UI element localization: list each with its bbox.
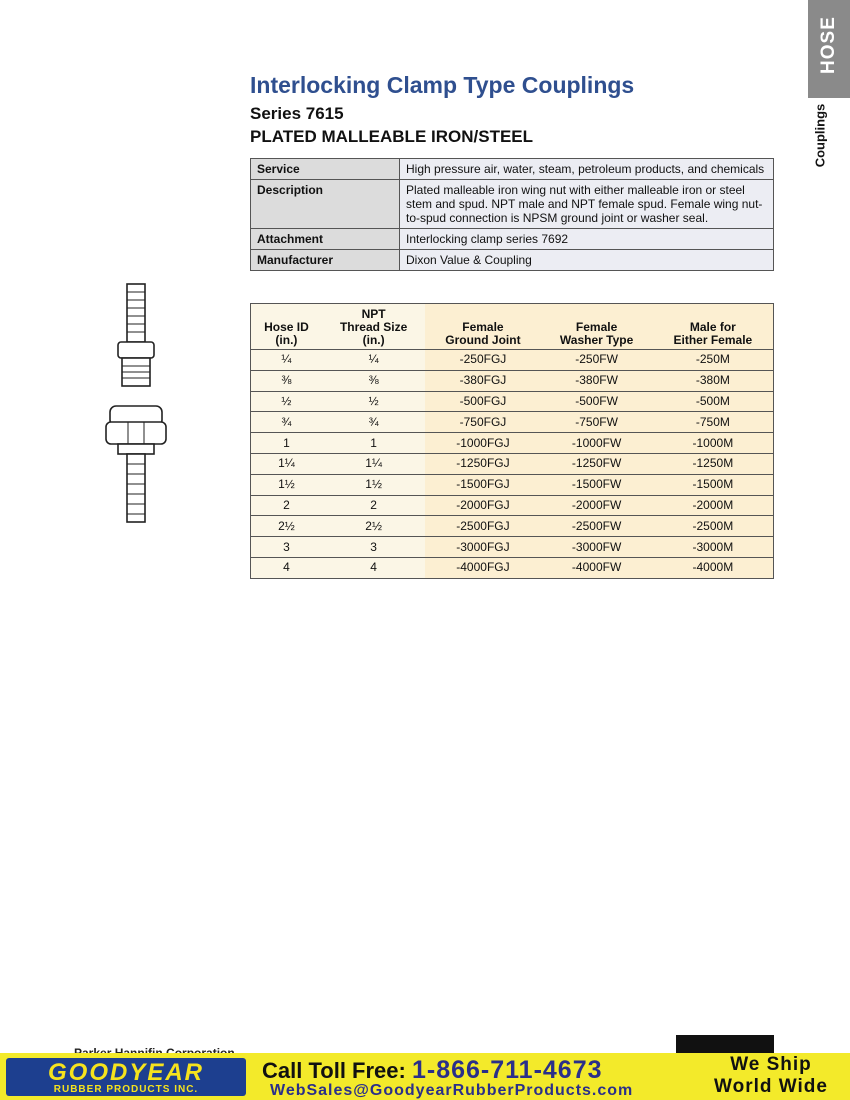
table-cell: -1250FW bbox=[540, 453, 652, 474]
table-cell: 1 bbox=[322, 433, 426, 454]
table-row bbox=[251, 516, 774, 537]
table-cell: ½ bbox=[322, 391, 426, 412]
spec-value: Interlocking clamp series 7692 bbox=[400, 229, 774, 250]
table-cell: -750FW bbox=[540, 412, 652, 433]
table-cell: ¼ bbox=[322, 350, 426, 371]
spec-value: Dixon Value & Coupling bbox=[400, 250, 774, 271]
spec-row bbox=[251, 159, 774, 180]
table-row bbox=[251, 537, 774, 558]
table-cell: -1000FW bbox=[540, 433, 652, 454]
spec-value: High pressure air, water, steam, petroleum products, and chemicals bbox=[400, 159, 774, 180]
call-label: Call Toll Free: bbox=[262, 1058, 406, 1083]
series-label: Series 7615 bbox=[250, 104, 344, 123]
spec-row bbox=[251, 229, 774, 250]
table-cell: 2 bbox=[322, 495, 426, 516]
table-cell: 3 bbox=[251, 537, 322, 558]
table-cell: -4000FGJ bbox=[425, 557, 540, 578]
table-cell: 3 bbox=[322, 537, 426, 558]
spec-label: Description bbox=[251, 180, 400, 229]
table-cell: -1250FGJ bbox=[425, 453, 540, 474]
spec-row bbox=[251, 250, 774, 271]
table-cell: -500FW bbox=[540, 391, 652, 412]
table-cell: ⅜ bbox=[251, 370, 322, 391]
phone-number[interactable]: 1-866-711-4673 bbox=[411, 1056, 603, 1084]
table-cell: -380FW bbox=[540, 370, 652, 391]
material-label: PLATED MALLEABLE IRON/STEEL bbox=[250, 127, 534, 146]
spec-value: Plated malleable iron wing nut with either malleable iron or steel stem and spud. NPT male and NPT female spud. Female wing nut-to-spud connection is NPSM ground joint or washer seal. bbox=[400, 180, 774, 229]
ship-worldwide bbox=[696, 1054, 846, 1098]
table-cell: 1½ bbox=[251, 474, 322, 495]
column-header: Male for Either Female bbox=[653, 304, 774, 350]
table-cell: 1¼ bbox=[251, 453, 322, 474]
spec-label: Service bbox=[251, 159, 400, 180]
table-row bbox=[251, 412, 774, 433]
table-cell: -2500FW bbox=[540, 516, 652, 537]
table-cell: 2½ bbox=[251, 516, 322, 537]
table-cell: 2½ bbox=[322, 516, 426, 537]
spec-row bbox=[251, 180, 774, 229]
table-cell: 1 bbox=[251, 433, 322, 454]
coupling-drawing bbox=[100, 282, 180, 532]
table-cell: -2500FGJ bbox=[425, 516, 540, 537]
couplings-section-label: Couplings bbox=[812, 103, 828, 168]
table-cell: ¾ bbox=[322, 412, 426, 433]
table-cell: -1500M bbox=[653, 474, 774, 495]
column-header: Hose ID (in.) bbox=[251, 304, 322, 350]
email-link[interactable]: WebSales@GoodyearRubberProducts.com bbox=[270, 1082, 634, 1099]
table-row bbox=[251, 391, 774, 412]
table-cell: ¼ bbox=[251, 350, 322, 371]
table-row bbox=[251, 557, 774, 578]
table-cell: -250M bbox=[653, 350, 774, 371]
table-cell: -2000M bbox=[653, 495, 774, 516]
table-cell: 2 bbox=[251, 495, 322, 516]
table-row bbox=[251, 495, 774, 516]
table-cell: ⅜ bbox=[322, 370, 426, 391]
table-cell: 4 bbox=[251, 557, 322, 578]
table-row bbox=[251, 453, 774, 474]
table-cell: -4000FW bbox=[540, 557, 652, 578]
hose-tab bbox=[808, 0, 850, 98]
table-cell: -3000FGJ bbox=[425, 537, 540, 558]
table-row bbox=[251, 370, 774, 391]
call-toll-free bbox=[262, 1056, 603, 1085]
table-cell: ½ bbox=[251, 391, 322, 412]
part-number-table bbox=[250, 303, 774, 579]
column-header: NPT Thread Size (in.) bbox=[322, 304, 426, 350]
table-cell: -1000FGJ bbox=[425, 433, 540, 454]
logo-wordmark: GOODYEAR bbox=[47, 1059, 204, 1086]
table-cell: 4 bbox=[322, 557, 426, 578]
table-cell: 1¼ bbox=[322, 453, 426, 474]
table-cell: -380M bbox=[653, 370, 774, 391]
table-cell: -4000M bbox=[653, 557, 774, 578]
table-cell: -250FW bbox=[540, 350, 652, 371]
table-cell: -1250M bbox=[653, 453, 774, 474]
goodyear-logo[interactable] bbox=[6, 1058, 246, 1096]
spec-label: Attachment bbox=[251, 229, 400, 250]
hose-tab-label: HOSE bbox=[818, 16, 839, 74]
table-row bbox=[251, 350, 774, 371]
table-cell: -250FGJ bbox=[425, 350, 540, 371]
table-cell: -2000FGJ bbox=[425, 495, 540, 516]
table-cell: ¾ bbox=[251, 412, 322, 433]
column-header: Female Ground Joint bbox=[425, 304, 540, 350]
table-cell: -1000M bbox=[653, 433, 774, 454]
logo-subtitle: RUBBER PRODUCTS INC. bbox=[53, 1084, 199, 1095]
table-cell: 1½ bbox=[322, 474, 426, 495]
table-cell: -1500FGJ bbox=[425, 474, 540, 495]
table-cell: -500FGJ bbox=[425, 391, 540, 412]
table-cell: -500M bbox=[653, 391, 774, 412]
table-cell: -2000FW bbox=[540, 495, 652, 516]
table-cell: -750M bbox=[653, 412, 774, 433]
table-row bbox=[251, 474, 774, 495]
page-title: Interlocking Clamp Type Couplings bbox=[250, 72, 635, 98]
spec-table bbox=[250, 158, 774, 271]
table-cell: -1500FW bbox=[540, 474, 652, 495]
table-cell: -3000FW bbox=[540, 537, 652, 558]
table-cell: -380FGJ bbox=[425, 370, 540, 391]
table-cell: -3000M bbox=[653, 537, 774, 558]
table-cell: -750FGJ bbox=[425, 412, 540, 433]
table-row bbox=[251, 433, 774, 454]
spec-label: Manufacturer bbox=[251, 250, 400, 271]
ship-line-2: World Wide bbox=[714, 1076, 828, 1097]
ship-line-1: We Ship bbox=[730, 1054, 812, 1075]
column-header: Female Washer Type bbox=[540, 304, 652, 350]
table-cell: -2500M bbox=[653, 516, 774, 537]
